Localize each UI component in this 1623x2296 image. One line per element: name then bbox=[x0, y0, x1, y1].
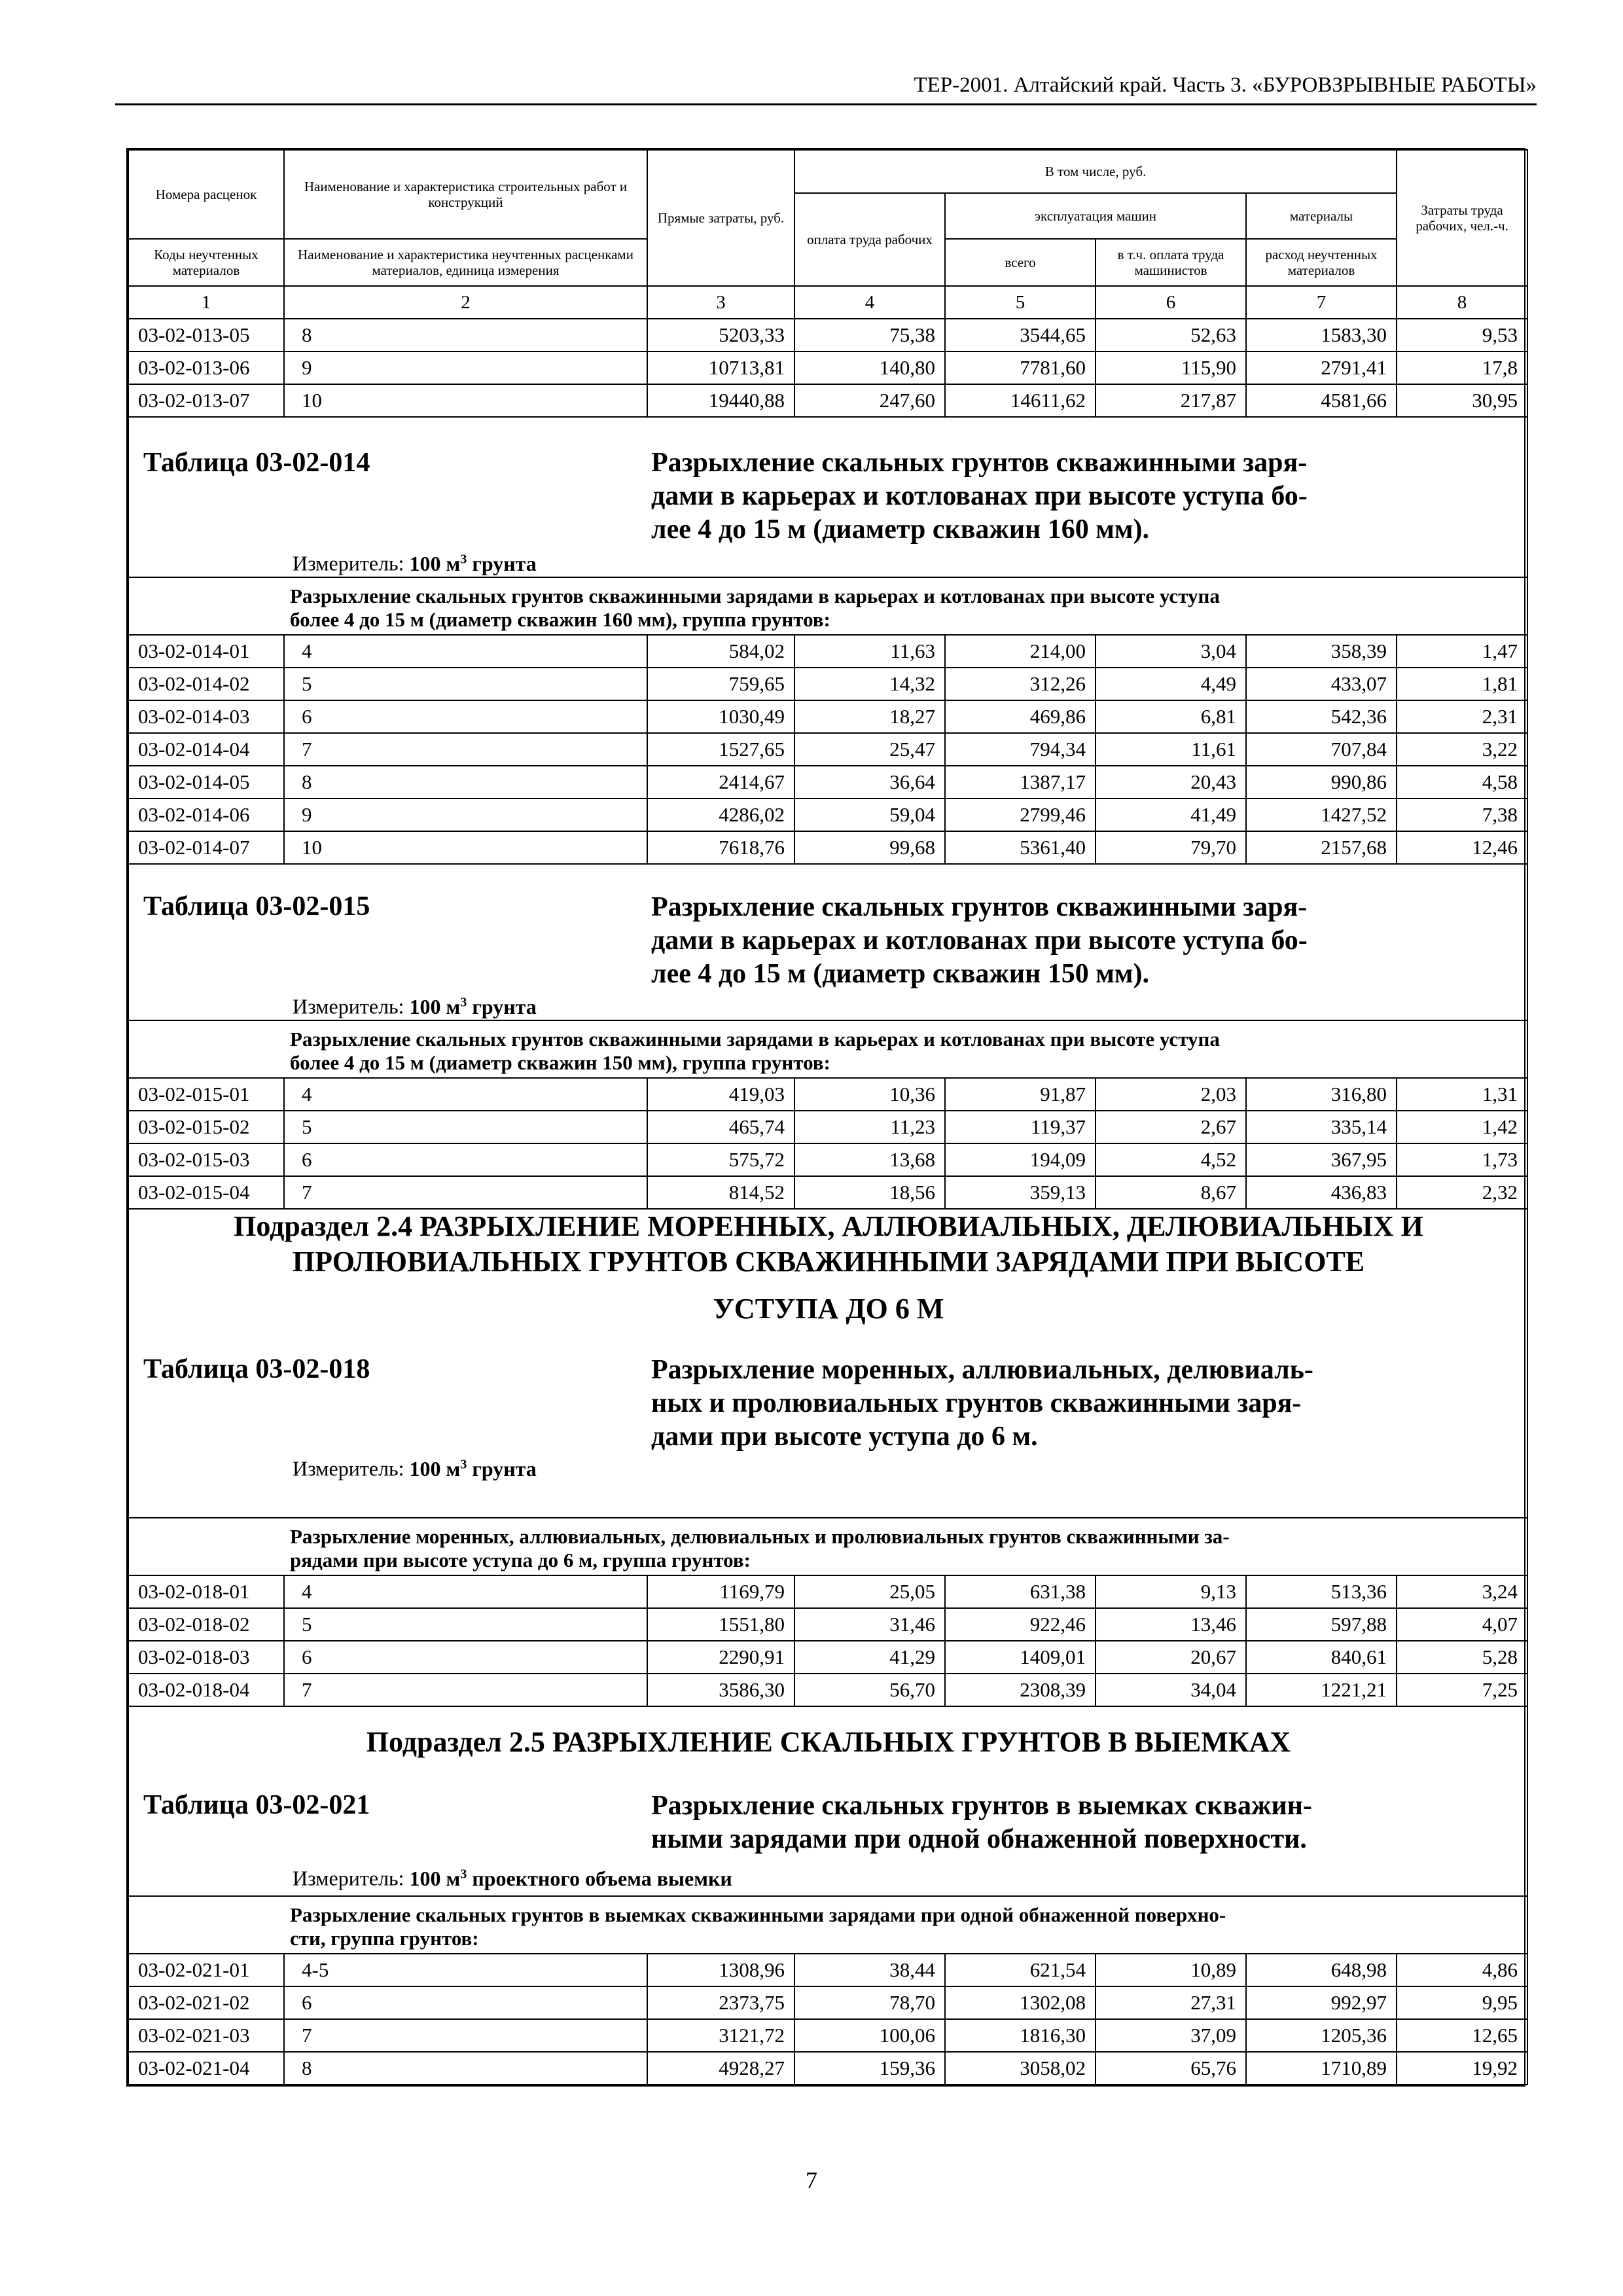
labor-hours: 9,95 bbox=[1397, 1986, 1527, 2019]
table-title-line: ных и пролювиальных грунтов скважинными заря- bbox=[651, 1388, 1302, 1418]
table-row bbox=[128, 700, 1527, 733]
rate-code: 03-02-013-07 bbox=[128, 384, 284, 417]
machinist-wage: 8,67 bbox=[1096, 1176, 1246, 1209]
machines-total: 922,46 bbox=[945, 1608, 1096, 1641]
table-title bbox=[651, 1354, 1436, 1454]
direct-cost: 814,52 bbox=[647, 1176, 794, 1209]
machines-total: 1409,01 bbox=[945, 1641, 1096, 1674]
machinist-wage: 10,89 bbox=[1096, 1954, 1246, 1986]
machines-total: 3544,65 bbox=[945, 319, 1096, 351]
rate-code: 03-02-015-04 bbox=[128, 1176, 284, 1209]
caption-line: сти, группа грунтов: bbox=[290, 1927, 479, 1950]
header-materials: материалы bbox=[1246, 193, 1397, 239]
direct-cost: 19440,88 bbox=[647, 384, 794, 417]
machines-total: 621,54 bbox=[945, 1954, 1096, 1986]
materials-cost: 358,39 bbox=[1246, 635, 1397, 668]
labor-hours: 19,92 bbox=[1397, 2052, 1527, 2085]
table-row bbox=[128, 798, 1527, 831]
machinist-wage: 3,04 bbox=[1096, 635, 1246, 668]
machinist-wage: 9,13 bbox=[1096, 1575, 1246, 1608]
measure-label: Измеритель: bbox=[293, 1866, 404, 1890]
rate-code: 03-02-014-05 bbox=[128, 766, 284, 798]
labor-hours: 1,73 bbox=[1397, 1143, 1527, 1176]
header-col-machines-total: всего bbox=[945, 239, 1096, 286]
header-col-materials: расход неучтенных материалов bbox=[1246, 239, 1397, 286]
measure-sup: 3 bbox=[460, 1457, 467, 1471]
labor-hours: 1,47 bbox=[1397, 635, 1527, 668]
table-row bbox=[128, 635, 1527, 668]
worker-wage: 11,63 bbox=[794, 635, 945, 668]
direct-cost: 1551,80 bbox=[647, 1608, 794, 1641]
machinist-wage: 217,87 bbox=[1096, 384, 1246, 417]
table-row bbox=[128, 1954, 1527, 1986]
rate-code: 03-02-021-01 bbox=[128, 1954, 284, 1986]
machinist-wage: 20,43 bbox=[1096, 766, 1246, 798]
measure-unit bbox=[293, 1861, 732, 1891]
soil-group: 8 bbox=[284, 2052, 647, 2085]
materials-cost: 1221,21 bbox=[1246, 1674, 1397, 1706]
header-col-machines-wage: в т.ч. оплата труда машинистов bbox=[1096, 239, 1246, 286]
labor-hours: 12,65 bbox=[1397, 2019, 1527, 2052]
soil-group: 4-5 bbox=[284, 1954, 647, 1986]
soil-group: 5 bbox=[284, 668, 647, 700]
machinist-wage: 11,61 bbox=[1096, 733, 1246, 766]
labor-hours: 9,53 bbox=[1397, 319, 1527, 351]
labor-hours: 4,07 bbox=[1397, 1608, 1527, 1641]
table-row bbox=[128, 2052, 1527, 2085]
table-row bbox=[128, 668, 1527, 700]
machines-total: 14611,62 bbox=[945, 384, 1096, 417]
measure-value: 100 м bbox=[409, 1866, 461, 1890]
labor-hours: 12,46 bbox=[1397, 831, 1527, 864]
materials-cost: 433,07 bbox=[1246, 668, 1397, 700]
materials-cost: 1583,30 bbox=[1246, 319, 1397, 351]
section-title: УСТУПА ДО 6 М bbox=[713, 1293, 944, 1325]
labor-hours: 4,58 bbox=[1397, 766, 1527, 798]
table-row bbox=[128, 351, 1527, 384]
table-row bbox=[128, 1575, 1527, 1608]
worker-wage: 25,05 bbox=[794, 1575, 945, 1608]
materials-cost: 597,88 bbox=[1246, 1608, 1397, 1641]
measure-unit-text: грунта bbox=[472, 1456, 537, 1480]
measure-sup: 3 bbox=[460, 552, 467, 566]
materials-cost: 840,61 bbox=[1246, 1641, 1397, 1674]
measure-unit bbox=[293, 547, 537, 576]
table-row bbox=[128, 766, 1527, 798]
worker-wage: 25,47 bbox=[794, 733, 945, 766]
rate-code: 03-02-021-02 bbox=[128, 1986, 284, 2019]
column-number: 3 bbox=[647, 286, 794, 319]
column-number: 6 bbox=[1096, 286, 1246, 319]
caption-line: Разрыхление скальных грунтов в выемках скважинными зарядами при одной обнаженной поверхно- bbox=[290, 1903, 1226, 1926]
rate-code: 03-02-015-01 bbox=[128, 1078, 284, 1111]
worker-wage: 159,36 bbox=[794, 2052, 945, 2085]
table-row bbox=[128, 1641, 1527, 1674]
header-col-labor: Затраты труда рабочих, чел.-ч. bbox=[1397, 150, 1527, 286]
materials-cost: 1205,36 bbox=[1246, 2019, 1397, 2052]
worker-wage: 59,04 bbox=[794, 798, 945, 831]
direct-cost: 419,03 bbox=[647, 1078, 794, 1111]
soil-group: 5 bbox=[284, 1111, 647, 1143]
header-col-codes-top: Номера расценок bbox=[128, 150, 284, 239]
column-number: 4 bbox=[794, 286, 945, 319]
labor-hours: 7,38 bbox=[1397, 798, 1527, 831]
table-id: Таблица 03-02-014 bbox=[143, 448, 370, 478]
soil-group: 7 bbox=[284, 1674, 647, 1706]
materials-cost: 513,36 bbox=[1246, 1575, 1397, 1608]
labor-hours: 1,31 bbox=[1397, 1078, 1527, 1111]
materials-cost: 707,84 bbox=[1246, 733, 1397, 766]
machines-total: 3058,02 bbox=[945, 2052, 1096, 2085]
machines-total: 91,87 bbox=[945, 1078, 1096, 1111]
table-title-line: Разрыхление скальных грунтов в выемках скважин- bbox=[651, 1791, 1312, 1821]
labor-hours: 1,81 bbox=[1397, 668, 1527, 700]
rate-code: 03-02-014-02 bbox=[128, 668, 284, 700]
machines-total: 2799,46 bbox=[945, 798, 1096, 831]
measure-sup: 3 bbox=[460, 995, 467, 1009]
labor-hours: 3,24 bbox=[1397, 1575, 1527, 1608]
soil-group: 6 bbox=[284, 700, 647, 733]
worker-wage: 100,06 bbox=[794, 2019, 945, 2052]
soil-group: 6 bbox=[284, 1641, 647, 1674]
worker-wage: 99,68 bbox=[794, 831, 945, 864]
machinist-wage: 115,90 bbox=[1096, 351, 1246, 384]
machinist-wage: 2,67 bbox=[1096, 1111, 1246, 1143]
materials-cost: 648,98 bbox=[1246, 1954, 1397, 1986]
worker-wage: 13,68 bbox=[794, 1143, 945, 1176]
direct-cost: 4286,02 bbox=[647, 798, 794, 831]
rate-code: 03-02-018-03 bbox=[128, 1641, 284, 1674]
machinist-wage: 52,63 bbox=[1096, 319, 1246, 351]
rate-code: 03-02-018-04 bbox=[128, 1674, 284, 1706]
table-id: Таблица 03-02-018 bbox=[143, 1354, 370, 1384]
machines-total: 194,09 bbox=[945, 1143, 1096, 1176]
direct-cost: 575,72 bbox=[647, 1143, 794, 1176]
group-caption bbox=[128, 1896, 1527, 1954]
materials-cost: 2791,41 bbox=[1246, 351, 1397, 384]
table-title-line: Разрыхление скальных грунтов скважинными заря- bbox=[651, 448, 1308, 478]
caption-line: более 4 до 15 м (диаметр скважин 150 мм), группа грунтов: bbox=[290, 1051, 830, 1074]
labor-hours: 17,8 bbox=[1397, 351, 1527, 384]
machinist-wage: 4,52 bbox=[1096, 1143, 1246, 1176]
machines-total: 469,86 bbox=[945, 700, 1096, 733]
machinist-wage: 6,81 bbox=[1096, 700, 1246, 733]
materials-cost: 1427,52 bbox=[1246, 798, 1397, 831]
section-title: Подраздел 2.5 РАЗРЫХЛЕНИЕ СКАЛЬНЫХ ГРУНТОВ В ВЫЕМКАХ bbox=[366, 1726, 1291, 1758]
direct-cost: 759,65 bbox=[647, 668, 794, 700]
caption-line: Разрыхление моренных, аллювиальных, делювиальных и пролювиальных грунтов скважинными за- bbox=[290, 1525, 1230, 1548]
header-col-name-bottom: Наименование и характеристика неучтенных расценками материалов, единица измерения bbox=[284, 239, 647, 286]
worker-wage: 247,60 bbox=[794, 384, 945, 417]
worker-wage: 31,46 bbox=[794, 1608, 945, 1641]
worker-wage: 78,70 bbox=[794, 1986, 945, 2019]
table-row bbox=[128, 733, 1527, 766]
table-row bbox=[128, 1986, 1527, 2019]
rate-code: 03-02-014-01 bbox=[128, 635, 284, 668]
soil-group: 9 bbox=[284, 798, 647, 831]
header-machines: эксплуатация машин bbox=[945, 193, 1246, 239]
labor-hours: 3,22 bbox=[1397, 733, 1527, 766]
machinist-wage: 34,04 bbox=[1096, 1674, 1246, 1706]
soil-group: 8 bbox=[284, 766, 647, 798]
labor-hours: 1,42 bbox=[1397, 1111, 1527, 1143]
measure-sup: 3 bbox=[460, 1867, 467, 1881]
caption-line: Разрыхление скальных грунтов скважинными зарядами в карьерах и котлованах при высоте уступа bbox=[290, 1028, 1220, 1050]
rate-code: 03-02-013-06 bbox=[128, 351, 284, 384]
table-row bbox=[128, 1143, 1527, 1176]
table-row bbox=[128, 319, 1527, 351]
direct-cost: 5203,33 bbox=[647, 319, 794, 351]
machinist-wage: 4,49 bbox=[1096, 668, 1246, 700]
soil-group: 6 bbox=[284, 1986, 647, 2019]
machinist-wage: 65,76 bbox=[1096, 2052, 1246, 2085]
column-number: 1 bbox=[128, 286, 284, 319]
header-col-wage: оплата труда рабочих bbox=[794, 193, 945, 286]
direct-cost: 1527,65 bbox=[647, 733, 794, 766]
worker-wage: 18,27 bbox=[794, 700, 945, 733]
machinist-wage: 37,09 bbox=[1096, 2019, 1246, 2052]
table-title-line: Разрыхление скальных грунтов скважинными заря- bbox=[651, 892, 1308, 922]
caption-line: рядами при высоте уступа до 6 м, группа грунтов: bbox=[290, 1549, 751, 1571]
machinist-wage: 27,31 bbox=[1096, 1986, 1246, 2019]
worker-wage: 140,80 bbox=[794, 351, 945, 384]
machines-total: 2308,39 bbox=[945, 1674, 1096, 1706]
soil-group: 5 bbox=[284, 1608, 647, 1641]
header-col-direct: Прямые затраты, руб. bbox=[647, 150, 794, 286]
machines-total: 312,26 bbox=[945, 668, 1096, 700]
table-title bbox=[651, 891, 1436, 991]
measure-value: 100 м bbox=[409, 994, 461, 1018]
table-heading-015 bbox=[128, 864, 1527, 1020]
worker-wage: 18,56 bbox=[794, 1176, 945, 1209]
direct-cost: 1169,79 bbox=[647, 1575, 794, 1608]
direct-cost: 3586,30 bbox=[647, 1674, 794, 1706]
running-header: ТЕР-2001. Алтайский край. Часть 3. «БУРОВЗРЫВНЫЕ РАБОТЫ» bbox=[115, 72, 1537, 105]
soil-group: 4 bbox=[284, 635, 647, 668]
direct-cost: 10713,81 bbox=[647, 351, 794, 384]
table-row bbox=[128, 1078, 1527, 1111]
machinist-wage: 41,49 bbox=[1096, 798, 1246, 831]
soil-group: 4 bbox=[284, 1078, 647, 1111]
direct-cost: 2373,75 bbox=[647, 1986, 794, 2019]
machines-total: 794,34 bbox=[945, 733, 1096, 766]
section-title: ПРОЛЮВИАЛЬНЫХ ГРУНТОВ СКВАЖИННЫМИ ЗАРЯДАМИ ПРИ ВЫСОТЕ bbox=[292, 1246, 1365, 1278]
soil-group: 7 bbox=[284, 1176, 647, 1209]
materials-cost: 4581,66 bbox=[1246, 384, 1397, 417]
labor-hours: 4,86 bbox=[1397, 1954, 1527, 1986]
soil-group: 10 bbox=[284, 831, 647, 864]
soil-group: 4 bbox=[284, 1575, 647, 1608]
rate-code: 03-02-021-03 bbox=[128, 2019, 284, 2052]
table-heading-014 bbox=[128, 417, 1527, 577]
materials-cost: 1710,89 bbox=[1246, 2052, 1397, 2085]
direct-cost: 7618,76 bbox=[647, 831, 794, 864]
table-row bbox=[128, 1176, 1527, 1209]
machines-total: 119,37 bbox=[945, 1111, 1096, 1143]
group-caption bbox=[128, 1518, 1527, 1575]
materials-cost: 367,95 bbox=[1246, 1143, 1397, 1176]
header-col-name-top: Наименование и характеристика строительных работ и конструкций bbox=[284, 150, 647, 239]
table-id: Таблица 03-02-015 bbox=[143, 891, 370, 922]
rate-code: 03-02-014-07 bbox=[128, 831, 284, 864]
measure-unit-text: проектного объема выемки bbox=[472, 1866, 732, 1890]
page-number: 7 bbox=[806, 2167, 817, 2193]
measure-unit bbox=[293, 990, 537, 1019]
rates-sheet bbox=[126, 148, 1525, 2087]
measure-label: Измеритель: bbox=[293, 1456, 404, 1480]
materials-cost: 990,86 bbox=[1246, 766, 1397, 798]
caption-line: более 4 до 15 м (диаметр скважин 160 мм), группа грунтов: bbox=[290, 608, 830, 631]
materials-cost: 436,83 bbox=[1246, 1176, 1397, 1209]
rates-table bbox=[128, 149, 1528, 2085]
machinist-wage: 2,03 bbox=[1096, 1078, 1246, 1111]
rate-code: 03-02-013-05 bbox=[128, 319, 284, 351]
measure-value: 100 м bbox=[409, 1456, 461, 1480]
rate-code: 03-02-014-03 bbox=[128, 700, 284, 733]
machinist-wage: 13,46 bbox=[1096, 1608, 1246, 1641]
rate-code: 03-02-014-06 bbox=[128, 798, 284, 831]
table-row bbox=[128, 1111, 1527, 1143]
measure-label: Измеритель: bbox=[293, 994, 404, 1018]
table-row bbox=[128, 1674, 1527, 1706]
direct-cost: 4928,27 bbox=[647, 2052, 794, 2085]
table-row bbox=[128, 2019, 1527, 2052]
labor-hours: 2,32 bbox=[1397, 1176, 1527, 1209]
labor-hours: 30,95 bbox=[1397, 384, 1527, 417]
table-title bbox=[651, 446, 1436, 547]
rate-code: 03-02-021-04 bbox=[128, 2052, 284, 2085]
measure-label: Измеритель: bbox=[293, 551, 404, 575]
group-caption bbox=[128, 1020, 1527, 1078]
soil-group: 9 bbox=[284, 351, 647, 384]
materials-cost: 316,80 bbox=[1246, 1078, 1397, 1111]
labor-hours: 2,31 bbox=[1397, 700, 1527, 733]
rate-code: 03-02-015-02 bbox=[128, 1111, 284, 1143]
measure-unit-text: грунта bbox=[472, 551, 537, 575]
direct-cost: 584,02 bbox=[647, 635, 794, 668]
soil-group: 6 bbox=[284, 1143, 647, 1176]
direct-cost: 465,74 bbox=[647, 1111, 794, 1143]
column-number: 5 bbox=[945, 286, 1096, 319]
worker-wage: 75,38 bbox=[794, 319, 945, 351]
table-title-line: дами в карьерах и котлованах при высоте уступа бо- bbox=[651, 481, 1308, 511]
machines-total: 7781,60 bbox=[945, 351, 1096, 384]
worker-wage: 14,32 bbox=[794, 668, 945, 700]
direct-cost: 1308,96 bbox=[647, 1954, 794, 1986]
table-row bbox=[128, 831, 1527, 864]
soil-group: 7 bbox=[284, 2019, 647, 2052]
rate-code: 03-02-014-04 bbox=[128, 733, 284, 766]
measure-value: 100 м bbox=[409, 551, 461, 575]
caption-line: Разрыхление скальных грунтов скважинными зарядами в карьерах и котлованах при высоте уступа bbox=[290, 584, 1220, 607]
table-row bbox=[128, 384, 1527, 417]
table-title-line: дами при высоте уступа до 6 м. bbox=[651, 1422, 1038, 1452]
labor-hours: 5,28 bbox=[1397, 1641, 1527, 1674]
materials-cost: 992,97 bbox=[1246, 1986, 1397, 2019]
rate-code: 03-02-015-03 bbox=[128, 1143, 284, 1176]
worker-wage: 10,36 bbox=[794, 1078, 945, 1111]
labor-hours: 7,25 bbox=[1397, 1674, 1527, 1706]
table-title-line: лее 4 до 15 м (диаметр скважин 150 мм). bbox=[651, 959, 1149, 989]
machines-total: 1387,17 bbox=[945, 766, 1096, 798]
direct-cost: 3121,72 bbox=[647, 2019, 794, 2052]
direct-cost: 2290,91 bbox=[647, 1641, 794, 1674]
table-title-line: ными зарядами при одной обнаженной поверхности. bbox=[651, 1824, 1307, 1854]
machines-total: 1816,30 bbox=[945, 2019, 1096, 2052]
table-title-line: Разрыхление моренных, аллювиальных, делювиаль- bbox=[651, 1355, 1313, 1385]
column-number: 7 bbox=[1246, 286, 1397, 319]
rate-code: 03-02-018-02 bbox=[128, 1608, 284, 1641]
table-title-line: дами в карьерах и котлованах при высоте уступа бо- bbox=[651, 925, 1308, 956]
materials-cost: 335,14 bbox=[1246, 1111, 1397, 1143]
worker-wage: 36,64 bbox=[794, 766, 945, 798]
header-col-codes-bottom: Коды неучтенных материалов bbox=[128, 239, 284, 286]
machines-total: 1302,08 bbox=[945, 1986, 1096, 2019]
machines-total: 5361,40 bbox=[945, 831, 1096, 864]
machinist-wage: 79,70 bbox=[1096, 831, 1246, 864]
column-number: 2 bbox=[284, 286, 647, 319]
machines-total: 214,00 bbox=[945, 635, 1096, 668]
header-incl: В том числе, руб. bbox=[794, 150, 1397, 193]
direct-cost: 1030,49 bbox=[647, 700, 794, 733]
direct-cost: 2414,67 bbox=[647, 766, 794, 798]
worker-wage: 38,44 bbox=[794, 1954, 945, 1986]
materials-cost: 542,36 bbox=[1246, 700, 1397, 733]
worker-wage: 41,29 bbox=[794, 1641, 945, 1674]
group-caption bbox=[128, 577, 1527, 635]
machines-total: 359,13 bbox=[945, 1176, 1096, 1209]
table-title-line: лее 4 до 15 м (диаметр скважин 160 мм). bbox=[651, 514, 1149, 545]
table-id: Таблица 03-02-021 bbox=[143, 1790, 370, 1820]
table-title bbox=[651, 1789, 1489, 1856]
measure-unit bbox=[293, 1452, 537, 1481]
section-2-4-block bbox=[128, 1209, 1527, 1518]
soil-group: 10 bbox=[284, 384, 647, 417]
column-number: 8 bbox=[1397, 286, 1527, 319]
measure-unit-text: грунта bbox=[472, 994, 537, 1018]
table-row bbox=[128, 1608, 1527, 1641]
section-title: Подраздел 2.4 РАЗРЫХЛЕНИЕ МОРЕННЫХ, АЛЛЮВИАЛЬНЫХ, ДЕЛЮВИАЛЬНЫХ И bbox=[234, 1210, 1423, 1242]
materials-cost: 2157,68 bbox=[1246, 831, 1397, 864]
machinist-wage: 20,67 bbox=[1096, 1641, 1246, 1674]
soil-group: 7 bbox=[284, 733, 647, 766]
worker-wage: 56,70 bbox=[794, 1674, 945, 1706]
section-2-5-block bbox=[128, 1706, 1527, 1896]
rate-code: 03-02-018-01 bbox=[128, 1575, 284, 1608]
machines-total: 631,38 bbox=[945, 1575, 1096, 1608]
soil-group: 8 bbox=[284, 319, 647, 351]
worker-wage: 11,23 bbox=[794, 1111, 945, 1143]
